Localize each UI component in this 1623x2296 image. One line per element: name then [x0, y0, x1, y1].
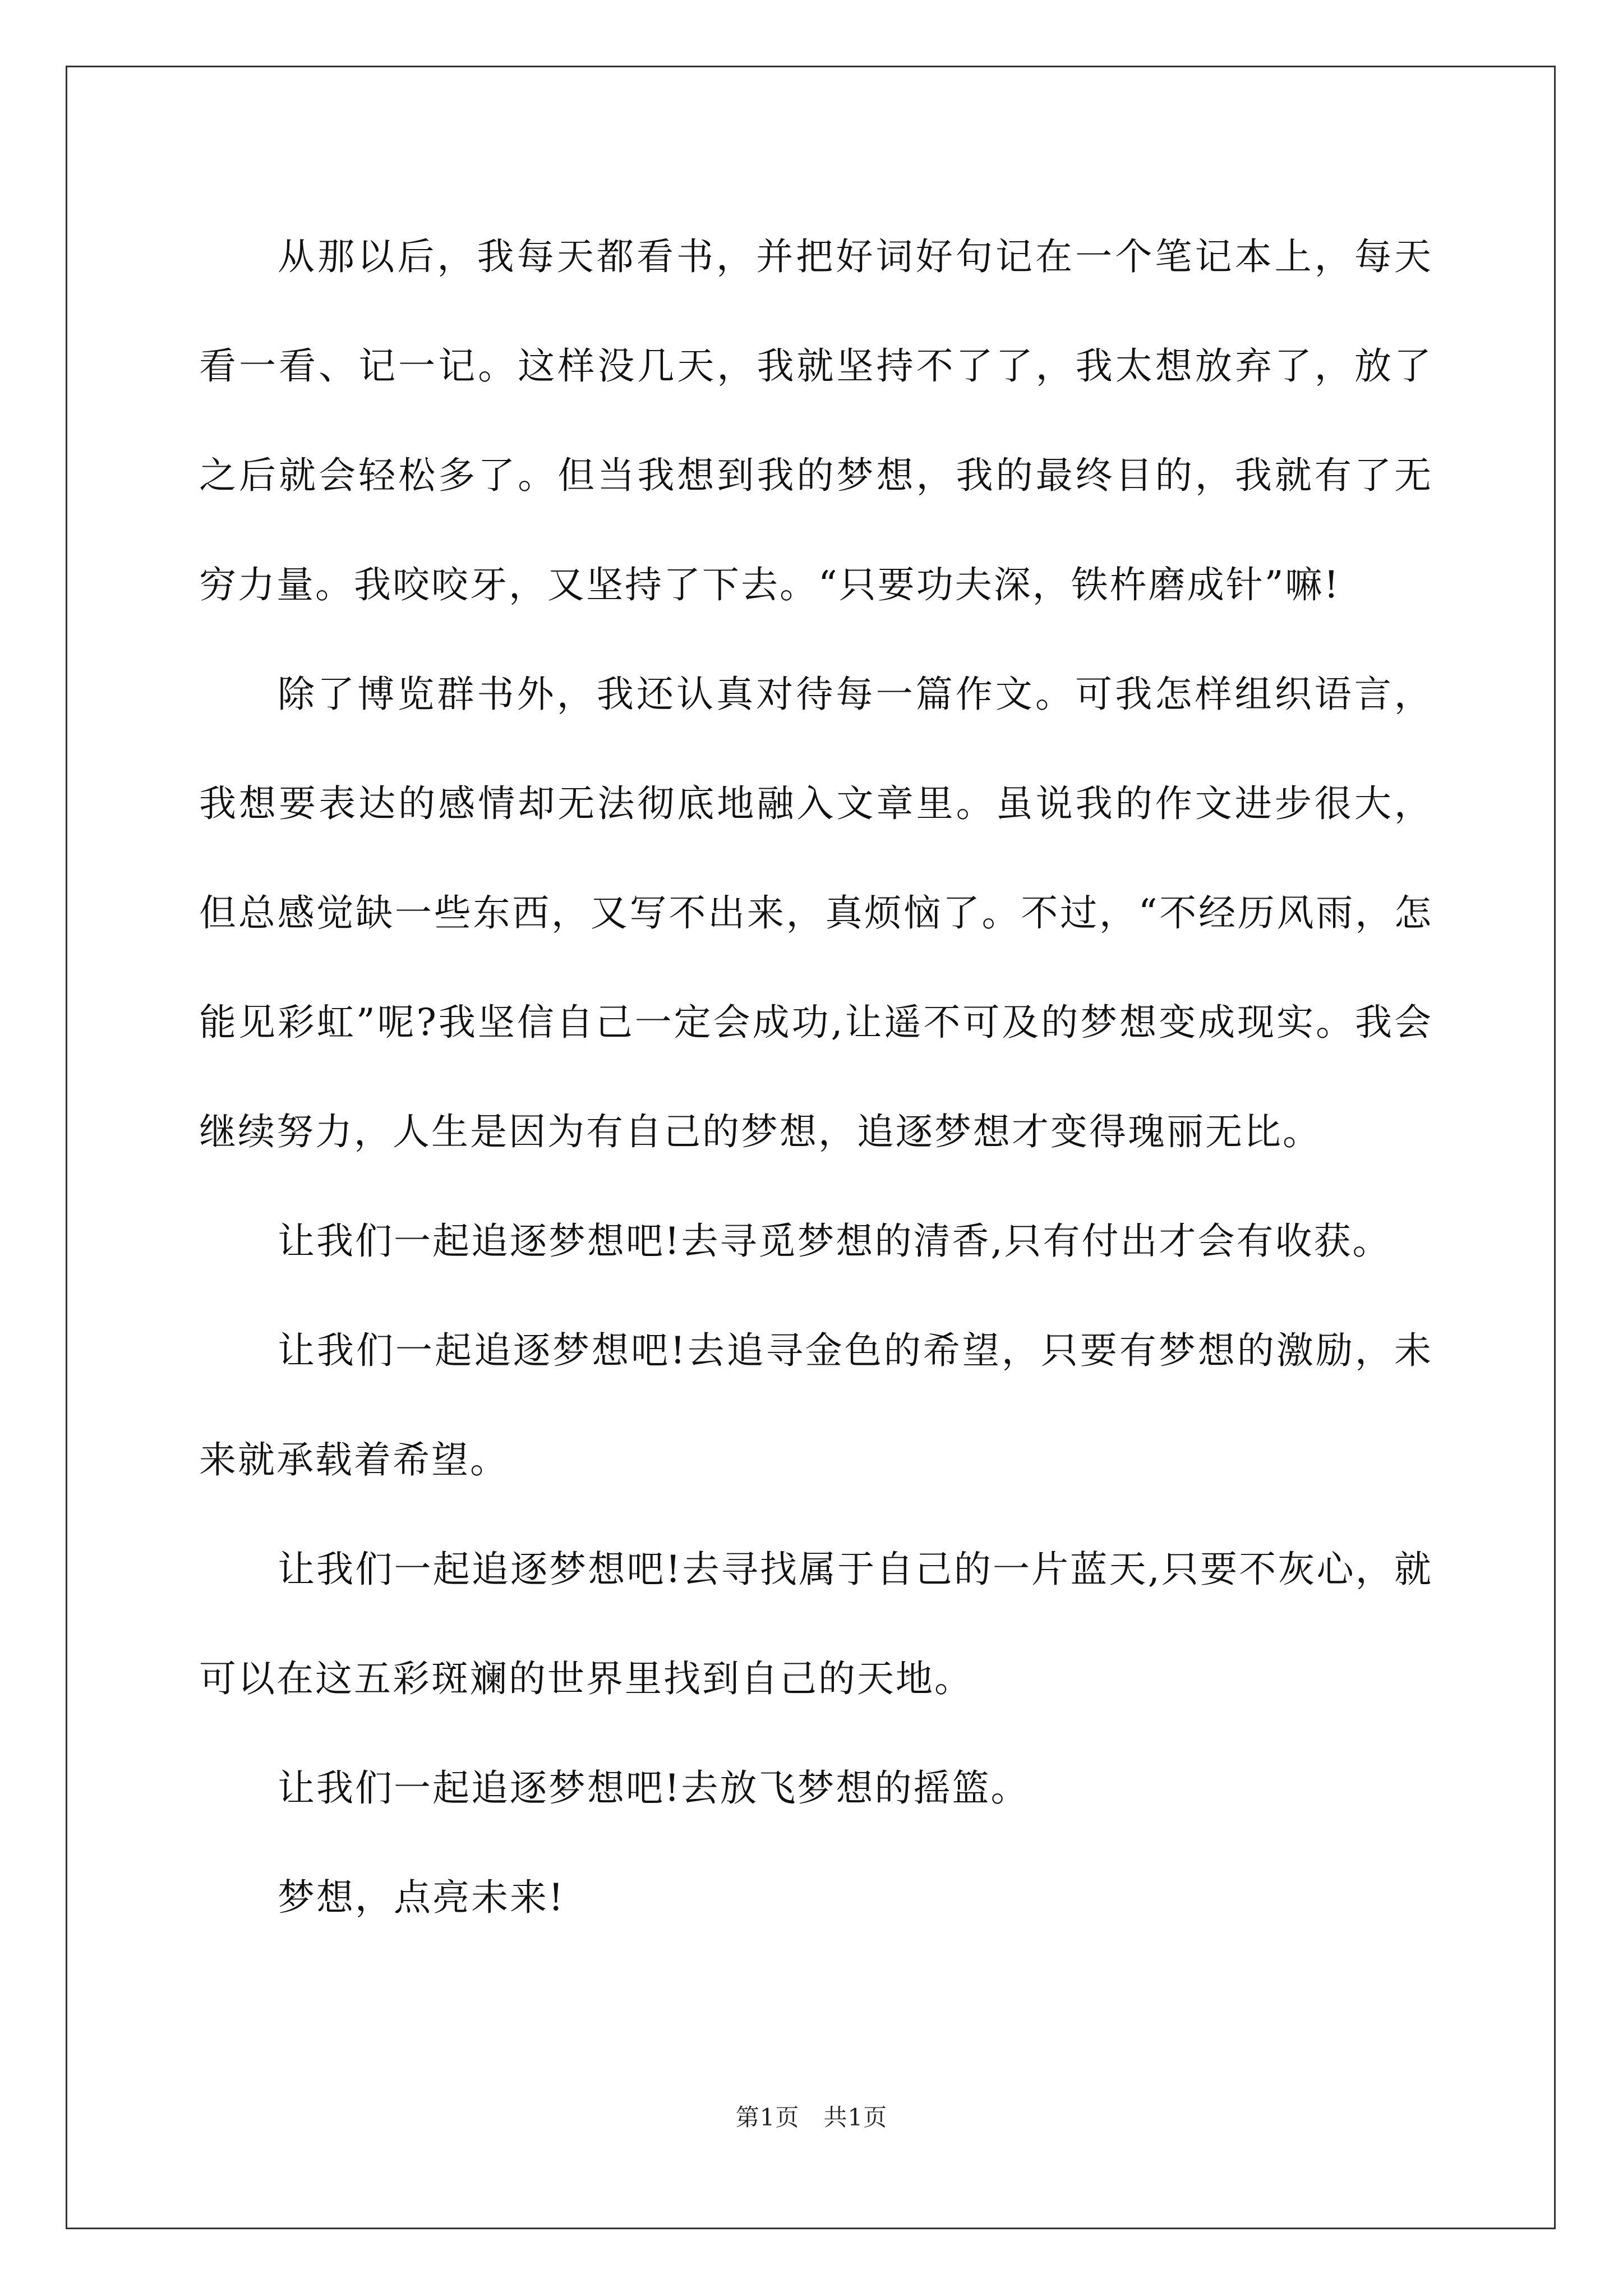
paragraph: 让我们一起追逐梦想吧!去追寻金色的希望，只要有梦想的激励，未来就承载着希望。 — [199, 1329, 1433, 1481]
page-footer — [0, 2101, 1623, 2134]
paragraph: 梦想，点亮未来! — [278, 1876, 565, 1919]
paragraph: 从那以后，我每天都看书，并把好词好句记在一个笔记本上，每天看一看、记一记。这样没几天，我就坚持不了了，我太想放弃了，放了之后就会轻松多了。但当我想到我的梦想，我的最终目的，我就有了无穷力量。我咬咬牙，又坚持了下去。“只要功夫深，铁杵磨成针”嘛! — [199, 235, 1433, 606]
paragraph: 让我们一起追逐梦想吧!去放飞梦想的摇篮。 — [278, 1766, 1030, 1810]
document-body — [199, 202, 1433, 1952]
paragraph: 让我们一起追逐梦想吧!去寻觅梦想的清香,只有付出才会有收获。 — [278, 1220, 1391, 1263]
paragraph: 让我们一起追逐梦想吧!去寻找属于自己的一片蓝天,只要不灰心，就可以在这五彩斑斓的世界里找到自己的天地。 — [199, 1548, 1433, 1700]
paragraph: 除了博览群书外，我还认真对待每一篇作文。可我怎样组织语言，我想要表达的感情却无法彻底地融入文章里。虽说我的作文进步很大，但总感觉缺一些东西，又写不出来，真烦恼了。不过，“不经历风雨，怎能见彩虹”呢?我坚信自己一定会成功,让遥不可及的梦想变成现实。我会继续努力，人生是因为有自己的梦想，追逐梦想才变得瑰丽无比。 — [199, 673, 1433, 1153]
page-total: 共1页 — [823, 2104, 888, 2131]
page-number: 第1页 — [735, 2104, 800, 2131]
